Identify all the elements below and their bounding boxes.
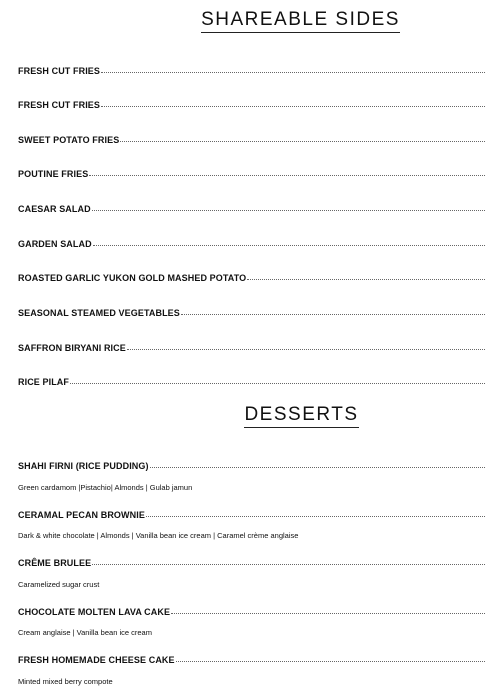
dotted-leader [70,375,485,384]
section-title-desserts [0,405,485,428]
dotted-leader [92,556,485,565]
menu-item-name: SWEET POTATO FRIES [18,135,120,145]
dotted-leader [181,306,485,315]
menu-item-name: FRESH CUT FRIES [18,100,101,110]
menu-item [18,342,485,356]
dotted-leader [93,237,485,246]
dotted-leader [92,202,485,211]
section-title-text: DESSERTS [244,405,358,428]
menu-item-name: SHAHI FIRNI (RICE PUDDING) [18,461,149,471]
menu-item-name: GARDEN SALAD [18,239,92,249]
menu-item-name: SEASONAL STEAMED VEGETABLES [18,308,180,318]
dotted-leader [146,508,485,517]
menu-item [18,203,485,217]
menu-item [18,606,485,620]
menu-item-name: CHOCOLATE MOLTEN LAVA CAKE [18,607,171,617]
menu-item [18,376,485,390]
menu-item-description: Minted mixed berry compote [18,677,113,686]
menu-item-name: FRESH HOMEMADE CHEESE CAKE [18,655,175,665]
menu-item-description: Green cardamom |Pistachio| Almonds | Gulab jamun [18,483,193,492]
menu-item-name: FRESH CUT FRIES [18,66,101,76]
dotted-leader [101,98,485,107]
menu-item [18,654,485,668]
menu-item [18,272,485,286]
dotted-leader [120,133,485,142]
dotted-leader [150,459,485,468]
menu-item-name: SAFFRON BIRYANI RICE [18,343,126,353]
menu-item-name: CERAMAL PECAN BROWNIE [18,510,145,520]
menu-item-name: POUTINE FRIES [18,169,89,179]
menu-item-description: Caramelized sugar crust [18,580,100,589]
menu-item [18,307,485,321]
menu-item-name: ROASTED GARLIC YUKON GOLD MASHED POTATO [18,273,247,283]
menu-item-name: CRÊME BRULEE [18,558,92,568]
menu-item [18,99,485,113]
dotted-leader [101,64,485,73]
menu-item-description: Dark & white chocolate | Almonds | Vanilla bean ice cream | Caramel crème anglaise [18,531,299,540]
menu-item [18,65,485,79]
menu-item-name: CAESAR SALAD [18,204,91,214]
section-title-text: SHAREABLE SIDES [201,10,400,33]
dotted-leader [89,167,485,176]
dotted-leader [127,341,485,350]
menu-item [18,238,485,252]
dotted-leader [171,605,485,614]
dotted-leader [247,271,485,280]
menu-item [18,460,485,474]
menu-item-name: RICE PILAF [18,377,70,387]
menu-item [18,557,485,571]
menu-item-description: Cream anglaise | Vanilla bean ice cream [18,628,152,637]
section-title-shareable-sides [0,10,485,33]
menu-item [18,134,485,148]
menu-item [18,168,485,182]
dotted-leader [176,653,485,662]
menu-item [18,509,485,523]
